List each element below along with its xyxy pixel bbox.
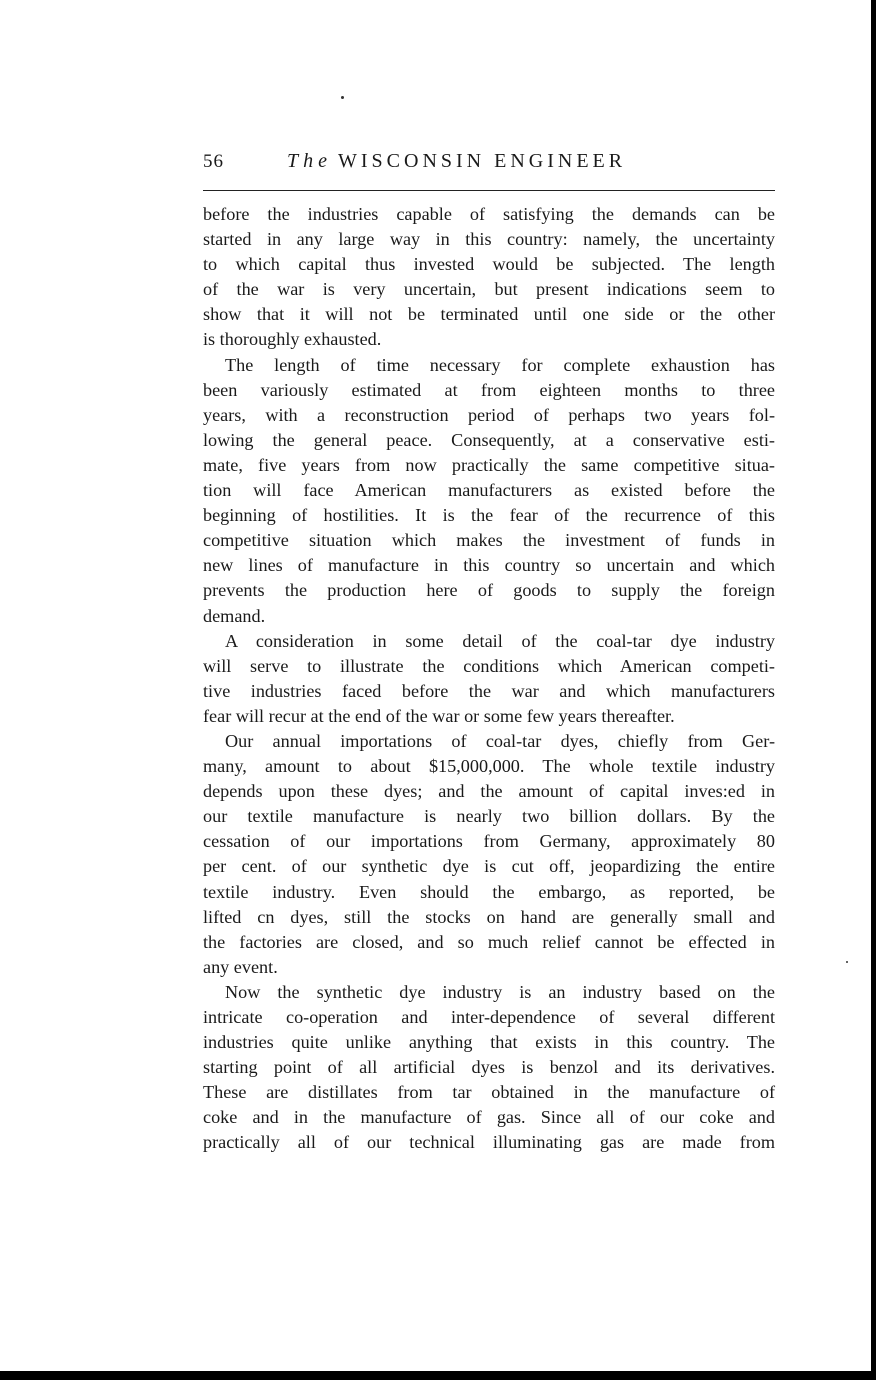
text-line: of the war is very uncertain, but present indications seem to xyxy=(203,279,775,300)
text-line: to which capital thus invested would be subjected. The length xyxy=(203,254,775,275)
text-line: any event. xyxy=(203,956,278,977)
text-line: the factories are closed, and so much relief cannot be effected in xyxy=(203,931,775,952)
scan-border-right xyxy=(871,0,876,1380)
text-line: mate, five years from now practically the same competitive situa- xyxy=(203,454,775,475)
document-page xyxy=(203,150,775,1156)
paragraph xyxy=(203,729,775,980)
text-line: lifted cn dyes, still the stocks on hand are generally small and xyxy=(203,906,775,927)
journal-title xyxy=(287,150,626,173)
text-line: tion will face American manufacturers as existed before the xyxy=(203,480,775,501)
text-line: our textile manufacture is nearly two billion dollars. By the xyxy=(203,806,775,827)
article-body xyxy=(203,202,775,1156)
text-line: intricate co-operation and inter-dependence of several different xyxy=(203,1007,775,1027)
paragraph xyxy=(203,629,775,729)
text-line: Our annual importations of coal-tar dyes, chiefly from Ger- xyxy=(225,730,775,751)
running-header xyxy=(203,150,775,191)
paragraph xyxy=(203,353,775,629)
scan-speck xyxy=(846,961,848,963)
text-line: many, amount to about $15,000,000. The whole textile industry xyxy=(203,756,775,777)
text-line: depends upon these dyes; and the amount of capital inves:ed in xyxy=(203,781,775,802)
text-line: new lines of manufacture in this country so uncertain and which xyxy=(203,555,775,576)
text-line: before the industries capable of satisfying the demands can be xyxy=(203,204,775,224)
text-line: beginning of hostilities. It is the fear of the recurrence of this xyxy=(203,505,775,526)
text-line: Now the synthetic dye industry is an industry based on the xyxy=(225,981,775,1002)
text-line: demand. xyxy=(203,605,266,626)
text-line: textile industry. Even should the embargo, as reported, be xyxy=(203,881,775,902)
text-line: tive industries faced before the war and which manufacturers xyxy=(203,680,775,701)
text-line: starting point of all artificial dyes is benzol and its derivatives. xyxy=(203,1057,775,1078)
text-line: competitive situation which makes the investment of funds in xyxy=(203,530,775,551)
text-line: coke and in the manufacture of gas. Since all of our coke and xyxy=(203,1107,775,1128)
text-line: practically all of our technical illuminating gas are made from xyxy=(203,1132,775,1153)
text-line: been variously estimated at from eighteen months to three xyxy=(203,379,775,400)
text-line: A consideration in some detail of the coal-tar dye industry xyxy=(225,630,775,651)
text-line: started in any large way in this country: namely, the uncertainty xyxy=(203,229,775,250)
text-line: These are distillates from tar obtained in the manufacture of xyxy=(203,1082,775,1103)
text-line: is thoroughly exhausted. xyxy=(203,329,382,350)
paragraph xyxy=(203,980,775,1156)
text-line: cessation of our importations from Germany, approximately 80 xyxy=(203,831,775,852)
text-line: per cent. of our synthetic dye is cut off, jeopardizing the entire xyxy=(203,856,775,877)
text-line: will serve to illustrate the conditions which American competi- xyxy=(203,655,775,676)
text-line: lowing the general peace. Consequently, at a conservative esti- xyxy=(203,429,775,450)
paragraph xyxy=(203,202,775,353)
text-line: show that it will not be terminated until one side or the other xyxy=(203,304,775,325)
text-line: The length of time necessary for complete exhaustion has xyxy=(225,354,775,375)
scan-speck xyxy=(341,96,344,99)
journal-title-name: WISCONSIN ENGINEER xyxy=(338,150,627,172)
text-line: industries quite unlike anything that exists in this country. The xyxy=(203,1032,775,1053)
journal-title-article: The xyxy=(287,150,332,172)
text-line: prevents the production here of goods to supply the foreign xyxy=(203,580,775,601)
text-line: years, with a reconstruction period of perhaps two years fol- xyxy=(203,404,775,425)
text-line: fear will recur at the end of the war or some few years thereafter. xyxy=(203,705,675,726)
scan-border-bottom xyxy=(0,1371,876,1380)
page-number: 56 xyxy=(203,151,224,172)
